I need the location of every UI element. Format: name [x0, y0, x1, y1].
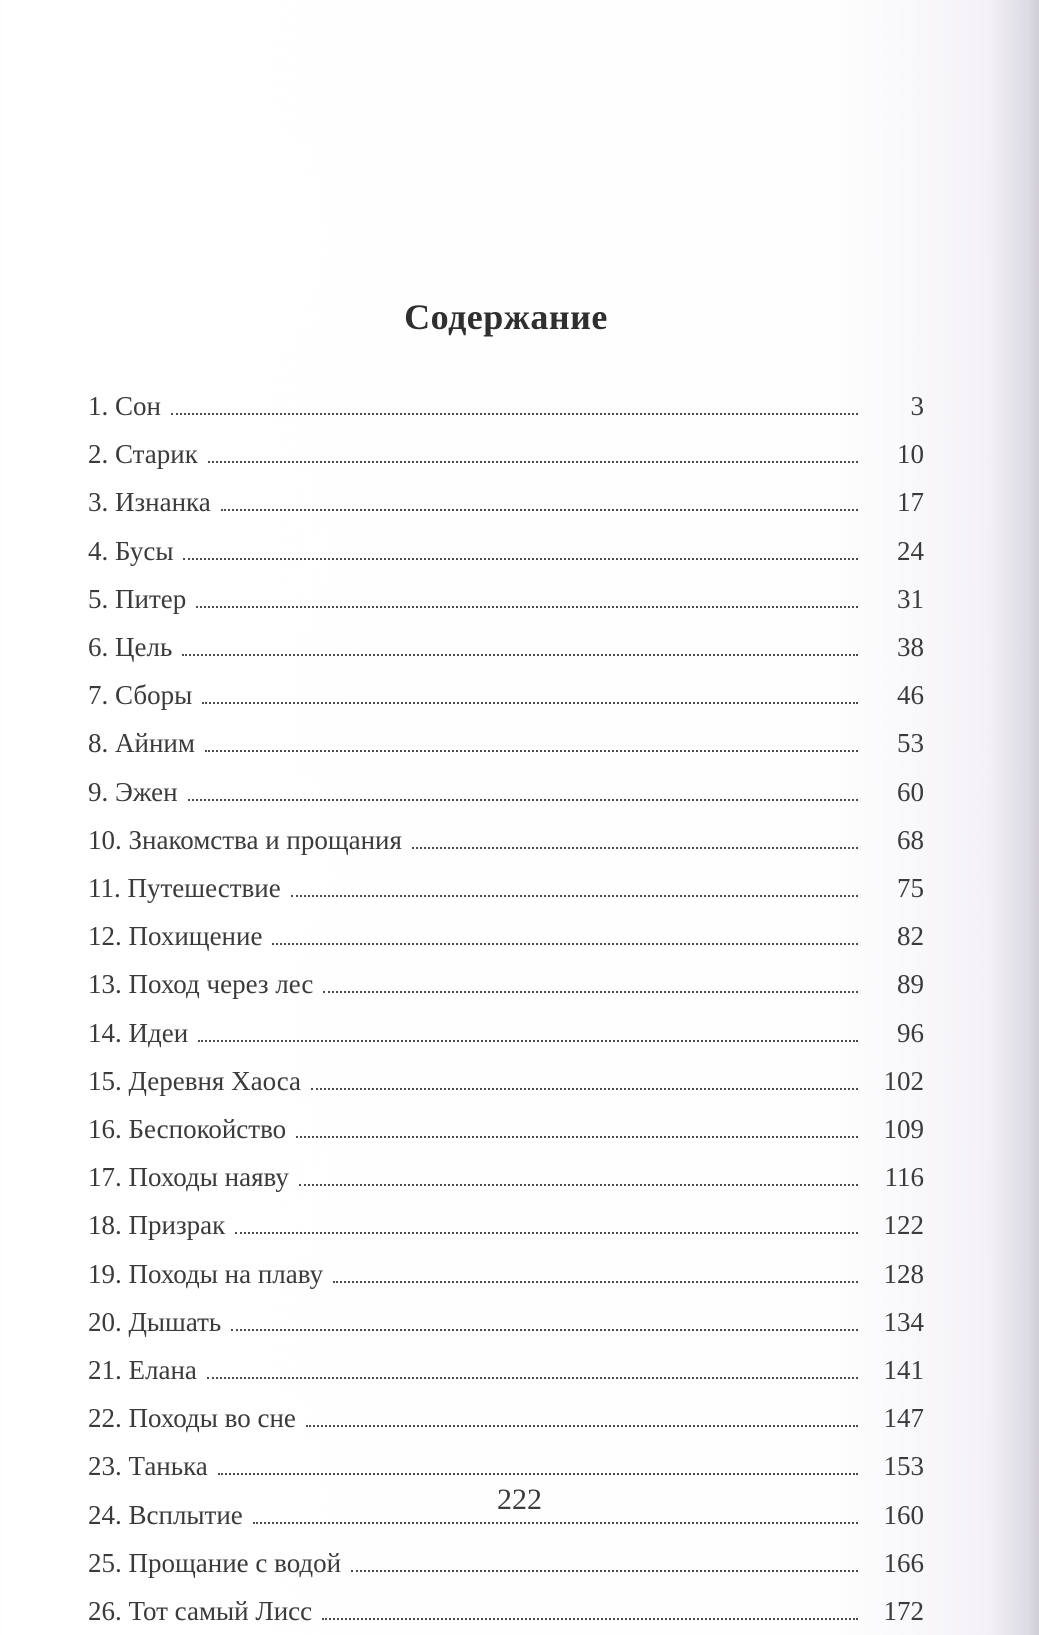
toc-entry	[88, 1346, 924, 1394]
toc-entry	[88, 768, 924, 816]
toc-entry-page: 17	[897, 487, 924, 518]
toc-entry	[88, 1539, 924, 1587]
toc-entry	[88, 960, 924, 1008]
toc-leader-dots	[351, 1570, 858, 1572]
toc-leader-dots	[333, 1281, 858, 1283]
toc-entry	[88, 1587, 924, 1635]
toc-entry	[88, 1009, 924, 1057]
toc-leader-dots	[198, 1040, 858, 1042]
toc-entry-page: 3	[910, 391, 924, 421]
toc-entry	[88, 1057, 924, 1105]
toc-entry-label: 24. Всплытие	[88, 1499, 243, 1530]
toc-leader-dots	[208, 461, 858, 463]
toc-leader-dots	[171, 413, 858, 415]
toc-entry	[88, 1298, 924, 1346]
toc-entry-label: 21. Елана	[88, 1355, 197, 1386]
toc-entry-page: 153	[883, 1451, 924, 1482]
toc-entry-page: 122	[883, 1210, 924, 1241]
toc-entry-label: 23. Танька	[88, 1451, 208, 1482]
toc-entry-label: 18. Призрак	[88, 1210, 226, 1241]
toc-leader-dots	[253, 1522, 858, 1524]
toc-entry-label: 7. Сборы	[88, 680, 193, 711]
toc-leader-dots	[218, 1473, 858, 1475]
toc-entry	[88, 527, 924, 575]
toc-entry	[88, 575, 924, 623]
toc-entry-page: 141	[883, 1355, 924, 1386]
toc-entry-label: 12. Похищение	[88, 921, 263, 952]
toc-entry-page: 89	[897, 969, 924, 1000]
toc-entry-label: 3. Изнанка	[88, 487, 211, 518]
toc-entry-label: 2. Старик	[88, 439, 198, 470]
toc-leader-dots	[296, 1136, 858, 1138]
toc-entry	[88, 912, 924, 960]
toc-entry-page: 60	[897, 776, 924, 807]
toc-leader-dots	[205, 750, 858, 752]
toc-entry-label: 25. Прощание с водой	[88, 1547, 342, 1578]
toc-entry-page: 38	[897, 632, 924, 663]
toc-entry-label: 15. Деревня Хаоса	[88, 1065, 302, 1096]
toc-entry	[88, 1153, 924, 1201]
toc-entry-label: 10. Знакомства и прощания	[88, 824, 402, 855]
toc-entry-label: 5. Питер	[88, 583, 187, 614]
toc-leader-dots	[182, 654, 858, 656]
toc-entry-page: 166	[883, 1547, 924, 1578]
toc-entry-page: 10	[897, 439, 924, 470]
toc-entry-label: 4. Бусы	[88, 535, 174, 566]
toc-leader-dots	[221, 509, 858, 511]
toc-entry-page: 96	[897, 1017, 924, 1048]
toc-entry-label: 19. Походы на плаву	[88, 1258, 324, 1289]
toc-leader-dots	[323, 991, 858, 993]
toc-leader-dots	[188, 799, 858, 801]
toc-leader-dots	[196, 606, 858, 608]
toc-entry	[88, 478, 924, 526]
toc-entry-page: 102	[883, 1065, 924, 1096]
toc-entry-label: 17. Походы наяву	[88, 1162, 289, 1193]
toc-leader-dots	[202, 702, 858, 704]
table-of-contents	[88, 382, 924, 1635]
toc-entry-page: 160	[883, 1499, 924, 1530]
toc-entry-page: 31	[897, 583, 924, 614]
toc-leader-dots	[183, 558, 858, 560]
toc-leader-dots	[207, 1377, 858, 1379]
toc-entry	[88, 623, 924, 671]
toc-entry-label: 26. Тот самый Лисс	[88, 1596, 313, 1627]
toc-entry	[88, 1250, 924, 1298]
toc-entry-label: 11. Путешествие	[88, 873, 281, 904]
toc-leader-dots	[291, 895, 858, 897]
toc-entry-page: 134	[883, 1306, 924, 1337]
toc-leader-dots	[231, 1329, 858, 1331]
toc-leader-dots	[299, 1184, 858, 1186]
toc-entry-label: 16. Беспокойство	[88, 1114, 287, 1145]
toc-entry-page: 172	[883, 1596, 924, 1627]
toc-leader-dots	[272, 943, 858, 945]
toc-entry	[88, 864, 924, 912]
toc-entry-label: 14. Идеи	[88, 1017, 189, 1048]
toc-entry-page: 75	[897, 873, 924, 904]
toc-entry-label: 20. Дышать	[88, 1306, 222, 1337]
page-title: Содержание	[404, 297, 608, 337]
toc-entry	[88, 430, 924, 478]
toc-entry	[88, 1105, 924, 1153]
toc-entry	[88, 382, 924, 430]
toc-leader-dots	[322, 1618, 858, 1620]
toc-leader-dots	[306, 1425, 858, 1427]
page-number: 222	[497, 1483, 542, 1516]
toc-entry-label: 13. Поход через лес	[88, 969, 314, 1000]
toc-entry-page: 24	[897, 535, 924, 566]
toc-entry	[88, 1394, 924, 1442]
toc-entry-page: 128	[883, 1258, 924, 1289]
toc-leader-dots	[412, 847, 858, 849]
toc-entry-page: 109	[883, 1114, 924, 1145]
toc-entry-page: 46	[897, 680, 924, 711]
toc-entry-label: 1. Сон	[88, 391, 161, 421]
toc-entry-label: 6. Цель	[88, 632, 173, 663]
toc-entry	[88, 719, 924, 767]
toc-leader-dots	[311, 1088, 858, 1090]
toc-entry-page: 147	[883, 1403, 924, 1434]
toc-entry-page: 53	[897, 728, 924, 759]
toc-leader-dots	[235, 1232, 858, 1234]
toc-entry	[88, 816, 924, 864]
toc-entry-page: 68	[897, 824, 924, 855]
toc-entry-label: 8. Айним	[88, 728, 195, 759]
toc-entry-label: 22. Походы во сне	[88, 1403, 296, 1434]
toc-entry	[88, 1201, 924, 1249]
toc-entry	[88, 671, 924, 719]
toc-entry-page: 82	[897, 921, 924, 952]
toc-entry-label: 9. Эжен	[88, 776, 178, 807]
toc-entry-page: 116	[884, 1162, 924, 1193]
